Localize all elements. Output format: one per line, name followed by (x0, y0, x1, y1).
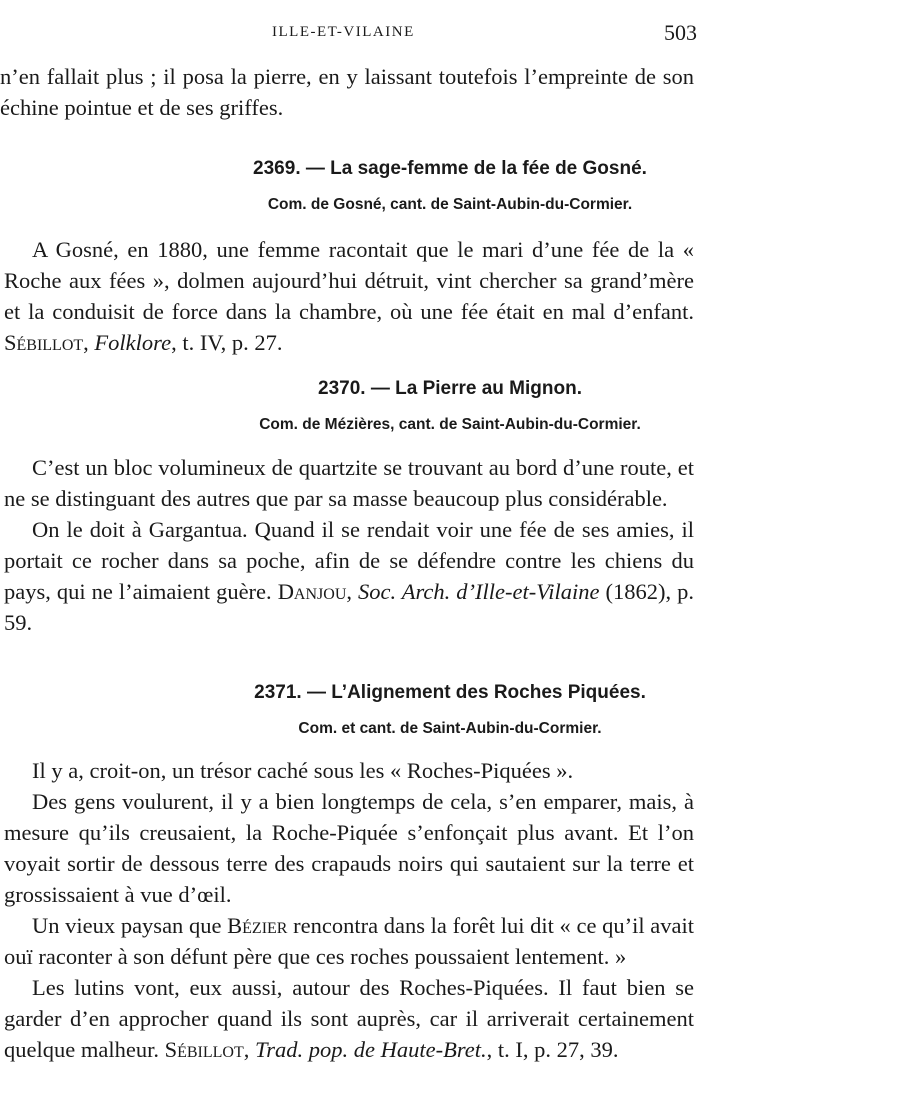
paragraph: Les lutins vont, eux aussi, autour des Roches-Piquées. Il faut bien se garder d’en approcher quand ils sont auprès, car il arriverait certainement quelque malheur. Sébillot, Trad. pop. de Haute-Bret., t. I, p. 27, 39. (4, 975, 694, 1062)
entry-title-2370: 2370. — La Pierre au Mignon. (318, 378, 582, 399)
entry-location-2369: Com. de Gosné, cant. de Saint-Aubin-du-Cormier. (267, 196, 633, 213)
paragraph (4, 910, 694, 972)
citation-ref: , t. IV, p. 27. (171, 330, 283, 355)
paragraph-text: On le doit à Gargantua. Quand il se rendait voir une fée de ses amies, il portait ce rocher dans sa poche, afin de se défendre contre les chiens du pays, qui ne l’aimaient guère. (4, 517, 694, 604)
running-title: ILLE-ET-VILAINE (272, 24, 415, 40)
citation-work: Trad. pop. de Haute-Bret. (255, 1037, 487, 1062)
entry-title-2371: 2371. — L’Alignement des Roches Piquées. (254, 682, 646, 703)
entry-body-2370 (4, 452, 694, 638)
paragraph-text: A Gosné, en 1880, une femme racontait que le mari d’une fée de la « Roche aux fées », dolmen aujourd’hui détruit, vint chercher sa grand’mère et la conduisit de force dans la chambre, où une fée était en mal d’enfant. (4, 237, 694, 324)
citation-author: Sébillot (164, 1037, 244, 1062)
entry-body-2371 (4, 755, 694, 1065)
citation-ref: (1862), p. 59. (4, 579, 695, 635)
citation-author: Danjou (277, 579, 347, 604)
entry-location-2370: Com. de Mézières, cant. de Saint-Aubin-du-Cormier. (259, 416, 641, 433)
continuation-paragraph (0, 61, 694, 123)
citation-work: Folklore (94, 330, 172, 355)
entry-location-2371: Com. et cant. de Saint-Aubin-du-Cormier. (298, 720, 602, 737)
paragraph-text: Un vieux paysan que (32, 913, 228, 938)
paragraph-text: rencontra dans la forêt lui dit « ce qu’il avait ouï raconter à son défunt père que ces roches poussaient lentement. » (4, 913, 695, 969)
continuation-text: n’en fallait plus ; il posa la pierre, en y laissant toutefois l’empreinte de son échine pointue et de ses griffes. (0, 64, 694, 120)
citation-author: Sébillot (4, 330, 84, 355)
entry-title-2369: 2369. — La sage-femme de la fée de Gosné. (253, 158, 647, 179)
paragraph: C’est un bloc volumineux de quartzite se trouvant au bord d’une route, et ne se distinguant des autres que par sa masse beaucoup plus considérable. (4, 455, 694, 511)
citation-work: Soc. Arch. d’Ille-et-Vilaine (358, 579, 600, 604)
citation-ref: , t. I, p. 27, 39. (486, 1037, 619, 1062)
entry-body-2369 (4, 234, 694, 358)
running-head (0, 20, 900, 46)
paragraph: A Gosné, en 1880, une femme racontait que le mari d’une fée de la « Roche aux fées », dolmen aujourd’hui détruit, vint chercher sa grand’mère et la conduisit de force dans la chambre, où une fée était en mal d’enfant. Sébillot, Folklore, t. IV, p. 27. (4, 237, 694, 355)
paragraph: Des gens voulurent, il y a bien longtemps de cela, s’en emparer, mais, à mesure qu’ils creusaient, la Roche-Piquée s’enfonçait plus avant. Et l’on voyait sortir de dessous terre des crapauds noirs qui sautaient sur la terre et grossissaient à vue d’œil. (4, 789, 694, 907)
page-number: 503 (664, 20, 697, 45)
paragraph: On le doit à Gargantua. Quand il se rendait voir une fée de ses amies, il portait ce rocher dans sa poche, afin de se défendre contre les chiens du pays, qui ne l’aimaient guère. Danjou, Soc. Arch. d’Ille-et-Vilaine (1862), p. 59. (4, 517, 695, 635)
paragraph: Il y a, croit-on, un trésor caché sous les « Roches-Piquées ». (32, 758, 574, 783)
person-name: Bézier (227, 913, 288, 938)
paragraph-text: Les lutins vont, eux aussi, autour des Roches-Piquées. Il faut bien se garder d’en approcher quand ils sont auprès, car il arriverait certainement quelque malheur. (4, 975, 694, 1062)
